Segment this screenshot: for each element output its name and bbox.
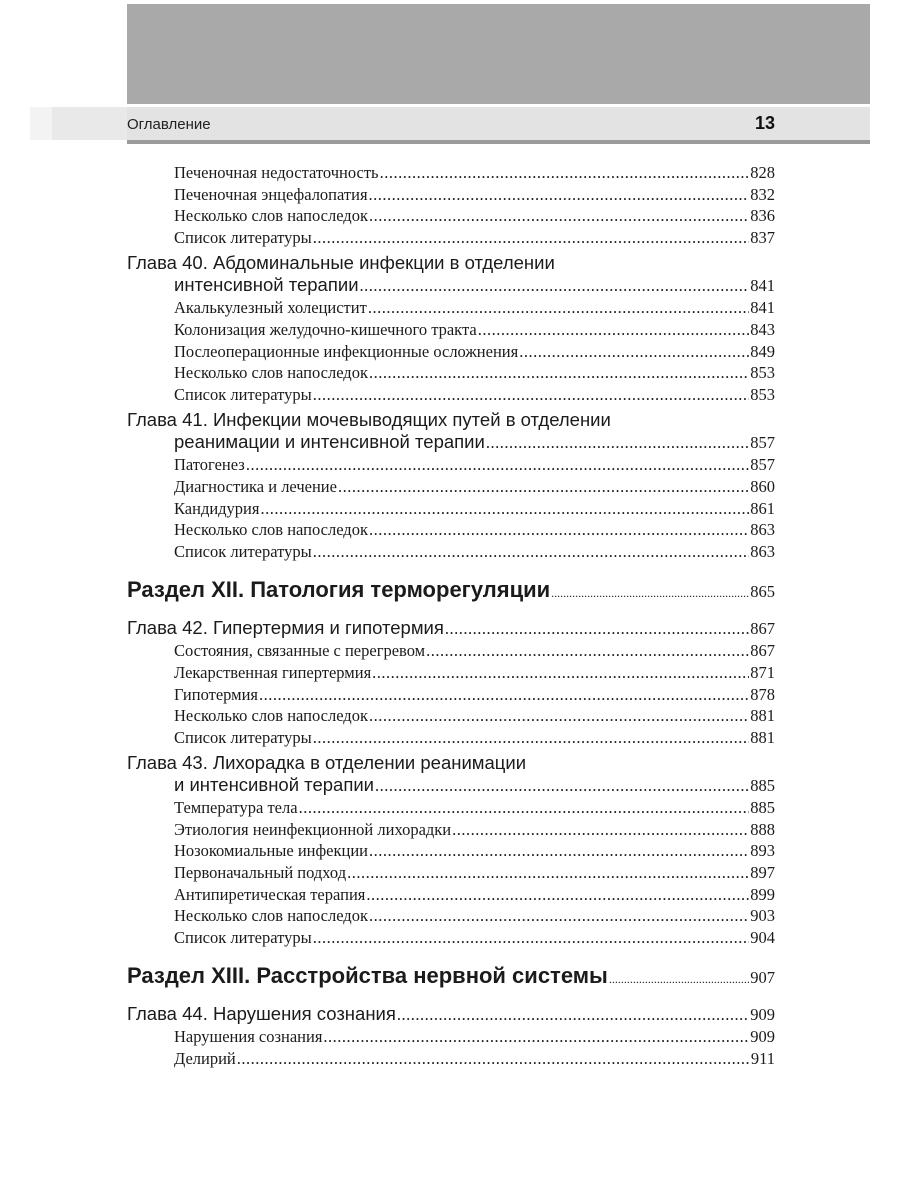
table-of-contents [127, 162, 775, 1070]
chapter-page: 885 [750, 776, 775, 796]
toc-entry [127, 684, 775, 706]
dot-leader [369, 840, 749, 862]
header-rule [127, 140, 870, 144]
dot-leader [313, 227, 750, 249]
toc-entry-title: Первоначальный подход [174, 863, 347, 883]
toc-entry-title: Антипиретическая терапия [174, 884, 366, 904]
dot-leader [380, 162, 750, 184]
toc-entry [127, 797, 775, 819]
toc-entry-title: Температура тела [174, 798, 298, 818]
part-entry [127, 962, 775, 993]
dot-leader [260, 498, 749, 520]
toc-entry-title: Гипотермия [174, 684, 258, 704]
chapter-page: 867 [750, 619, 775, 639]
toc-entry [127, 840, 775, 862]
toc-entry [127, 1026, 775, 1048]
chapter-title-continued: интенсивной терапии [174, 274, 359, 296]
chapter-page: 909 [750, 1005, 775, 1025]
toc-entry-page: 860 [750, 476, 775, 496]
chapter-entry [127, 1003, 775, 1026]
toc-entry-page: 893 [750, 841, 775, 861]
toc-entry [127, 319, 775, 341]
toc-entry-title: Список литературы [174, 927, 312, 947]
dot-leader [445, 618, 749, 640]
dot-leader [397, 1004, 749, 1026]
chapter-entry [127, 617, 775, 640]
toc-entry [127, 519, 775, 541]
toc-entry-page: 911 [750, 1049, 775, 1069]
toc-entry-page: 841 [750, 298, 775, 318]
chapter-entry [127, 274, 775, 297]
page-number: 13 [754, 113, 775, 133]
dot-leader [299, 797, 750, 819]
toc-entry [127, 362, 775, 384]
toc-entry-title: Несколько слов напоследок [174, 906, 368, 926]
chapter-title-continued: и интенсивной терапии [174, 774, 375, 796]
toc-entry-page: 909 [750, 1027, 775, 1047]
toc-entry [127, 476, 775, 498]
toc-entry-title: Список литературы [174, 541, 312, 561]
toc-entry [127, 297, 775, 319]
toc-entry-title: Диагностика и лечение [174, 476, 337, 496]
dot-leader [369, 519, 749, 541]
dot-leader [609, 965, 749, 993]
toc-entry-title: Послеоперационные инфекционные осложнения [174, 341, 519, 361]
part-page: 865 [750, 582, 775, 602]
toc-entry-page: 843 [750, 319, 775, 339]
toc-entry [127, 184, 775, 206]
dot-leader [369, 184, 750, 206]
chapter-entry [127, 774, 775, 797]
chapter-page: 841 [750, 276, 775, 296]
toc-entry-title: Печеночная энцефалопатия [174, 184, 368, 204]
chapter-title-continued: реанимации и интенсивной терапии [174, 431, 485, 453]
toc-entry-page: 849 [750, 341, 775, 361]
toc-entry-page: 881 [750, 727, 775, 747]
toc-entry [127, 705, 775, 727]
toc-entry-title: Нарушения сознания [174, 1027, 323, 1047]
toc-entry-page: 861 [750, 498, 775, 518]
dot-leader [551, 579, 749, 607]
toc-entry-page: 832 [750, 184, 775, 204]
toc-entry [127, 819, 775, 841]
dot-leader [478, 319, 750, 341]
header-gray-band [127, 4, 870, 104]
dot-leader [323, 1026, 749, 1048]
toc-entry-page: 828 [750, 163, 775, 182]
toc-entry-page: 903 [750, 906, 775, 926]
toc-entry [127, 162, 775, 184]
dot-leader [338, 476, 749, 498]
toc-entry [127, 498, 775, 520]
dot-leader [368, 297, 749, 319]
toc-entry-page: 867 [750, 641, 775, 661]
chapter-title: Глава 43. Лихорадка в отделении реанимации [127, 752, 527, 774]
dot-leader [259, 684, 749, 706]
dot-leader [246, 454, 749, 476]
dot-leader [369, 905, 749, 927]
toc-entry-page: 904 [750, 927, 775, 947]
dot-leader [452, 819, 749, 841]
toc-entry [127, 727, 775, 749]
dot-leader [237, 1048, 750, 1070]
header-tab-decoration [30, 107, 52, 140]
toc-entry-title: Лекарственная гипертермия [174, 662, 372, 682]
toc-entry-title: Несколько слов напоследок [174, 520, 368, 540]
toc-entry-title: Список литературы [174, 384, 312, 404]
toc-entry-page: 885 [750, 798, 775, 818]
toc-entry-title: Несколько слов напоследок [174, 363, 368, 383]
dot-leader [313, 927, 750, 949]
toc-entry-title: Колонизация желудочно-кишечного тракта [174, 319, 477, 339]
toc-entry-title: Несколько слов напоследок [174, 206, 368, 226]
chapter-title: Глава 41. Инфекции мочевыводящих путей в отделении [127, 409, 611, 431]
toc-entry-page: 853 [750, 363, 775, 383]
dot-leader [369, 362, 749, 384]
toc-entry [127, 227, 775, 249]
toc-entry-page: 897 [750, 863, 775, 883]
part-entry [127, 576, 775, 607]
chapter-title: Глава 40. Абдоминальные инфекции в отделении [127, 252, 555, 274]
dot-leader [360, 275, 750, 297]
toc-entry-page: 837 [750, 227, 775, 247]
chapter-entry [127, 431, 775, 454]
toc-entry-title: Несколько слов напоследок [174, 706, 368, 726]
toc-entry [127, 454, 775, 476]
toc-entry-title: Этиология неинфекционной лихорадки [174, 819, 452, 839]
toc-entry [127, 884, 775, 906]
dot-leader [313, 727, 750, 749]
toc-entry [127, 905, 775, 927]
dot-leader [369, 205, 749, 227]
toc-entry-page: 878 [750, 684, 775, 704]
part-title: Раздел XII. Патология терморегуляции [127, 577, 551, 603]
toc-entry-title: Акалькулезный холецистит [174, 298, 367, 318]
part-title: Раздел XIII. Расстройства нервной системы [127, 963, 608, 989]
toc-entry-title: Список литературы [174, 227, 312, 247]
toc-entry-title: Печеночная недостаточность [174, 163, 379, 182]
toc-entry-title: Список литературы [174, 727, 312, 747]
dot-leader [519, 341, 749, 363]
dot-leader [366, 884, 749, 906]
toc-entry-page: 857 [750, 455, 775, 475]
toc-entry-page: 863 [750, 520, 775, 540]
dot-leader [313, 384, 750, 406]
toc-entry [127, 1048, 775, 1070]
dot-leader [369, 705, 749, 727]
dot-leader [347, 862, 749, 884]
toc-entry [127, 341, 775, 363]
toc-entry-title: Состояния, связанные с перегревом [174, 641, 426, 661]
chapter-page: 857 [750, 433, 775, 453]
toc-entry-title: Кандидурия [174, 498, 260, 518]
toc-entry [127, 640, 775, 662]
chapter-title: Глава 44. Нарушения сознания [127, 1003, 396, 1025]
toc-entry-page: 836 [750, 206, 775, 226]
toc-entry-title: Нозокомиальные инфекции [174, 841, 368, 861]
dot-leader [426, 640, 749, 662]
dot-leader [486, 432, 749, 454]
header-tab-decoration [52, 107, 127, 140]
toc-entry-page: 899 [750, 884, 775, 904]
dot-leader [375, 775, 749, 797]
toc-entry [127, 205, 775, 227]
toc-entry [127, 541, 775, 563]
part-page: 907 [750, 968, 775, 988]
toc-entry-page: 853 [750, 384, 775, 404]
toc-entry [127, 862, 775, 884]
toc-entry-page: 881 [750, 706, 775, 726]
toc-entry [127, 662, 775, 684]
chapter-title: Глава 42. Гипертермия и гипотермия [127, 617, 444, 639]
toc-entry [127, 384, 775, 406]
toc-entry-page: 888 [750, 819, 775, 839]
dot-leader [313, 541, 750, 563]
toc-entry-page: 871 [750, 662, 775, 682]
toc-entry-page: 863 [750, 541, 775, 561]
toc-entry [127, 927, 775, 949]
running-title: Оглавление [127, 116, 211, 133]
toc-entry-title: Патогенез [174, 455, 245, 475]
toc-entry-title: Делирий [174, 1049, 236, 1069]
dot-leader [372, 662, 749, 684]
